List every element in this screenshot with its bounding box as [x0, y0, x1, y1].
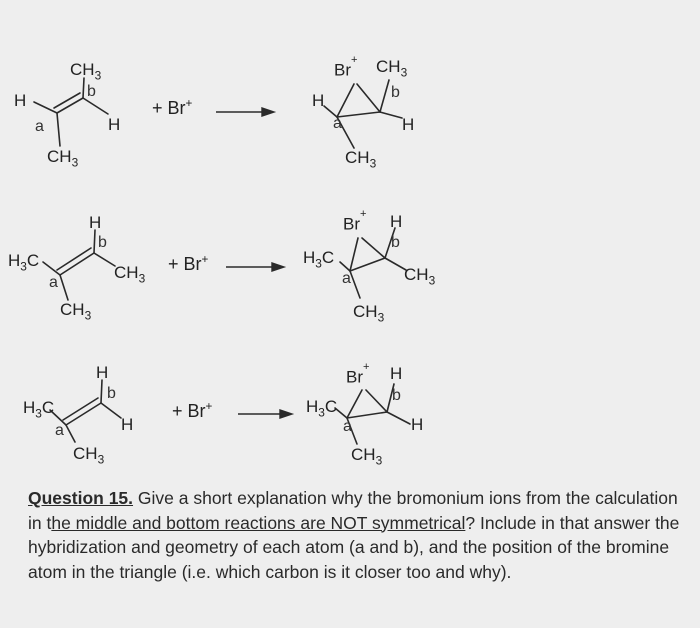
- arrow-3: [238, 410, 292, 418]
- reactant-2-label-b: b: [98, 234, 107, 251]
- arrow-2: [226, 263, 284, 271]
- question-text: [28, 486, 696, 584]
- product-3-label-a: a: [343, 418, 352, 435]
- reactant-2-left-group: $H_3C$: [8, 251, 40, 274]
- reactant-3-right-h: H: [121, 415, 134, 434]
- reactant-1-bonds: [34, 78, 108, 146]
- reactant-1-label-b: b: [87, 83, 96, 100]
- reactant-1-right-h: H: [108, 115, 121, 134]
- reactant-2-label-a: a: [49, 274, 58, 291]
- arrow-1: [216, 108, 274, 116]
- reactant-2-right-group: $CH_3$: [114, 263, 146, 286]
- product-3-left-group: $H_3C$: [306, 397, 338, 420]
- product-2-left-group: $H_3C$: [303, 248, 335, 271]
- reactant-3-left-group: $H_3C$: [23, 398, 55, 421]
- product-2-label-b: b: [391, 234, 400, 251]
- product-1-bottom-group: $CH_3$: [345, 148, 377, 171]
- product-1-label-b: b: [391, 84, 400, 101]
- reactant-3-label-b: b: [107, 385, 116, 402]
- reagent-1: + Br+: [152, 97, 193, 118]
- product-3-label-b: b: [392, 387, 401, 404]
- reactant-1-left-h: H: [14, 91, 27, 110]
- reactant-2-top-h: H: [89, 213, 102, 232]
- product-1-label-a: a: [333, 115, 342, 132]
- reactant-1-label-a: a: [35, 118, 44, 135]
- question-number: Question 15.: [28, 488, 134, 508]
- product-3-br: Br+: [346, 361, 370, 387]
- product-1-top-right-group: $CH_3$: [376, 57, 408, 80]
- reactant-3-top-h: H: [96, 363, 109, 382]
- product-1-left-h: H: [312, 91, 325, 110]
- reactant-1-top-group: $CH_3$: [70, 60, 102, 83]
- reactant-2-bottom-group: $CH_3$: [60, 300, 92, 323]
- reactant-3-label-a: a: [55, 422, 64, 439]
- product-1-right-h: H: [402, 115, 415, 134]
- product-3-bottom-group: $CH_3$: [351, 445, 383, 468]
- product-2-br: Br+: [343, 208, 367, 234]
- product-2-bottom-group: $CH_3$: [353, 302, 385, 325]
- product-2-top-right-h: H: [390, 212, 403, 231]
- reagent-2: + Br+: [168, 253, 209, 274]
- reactant-1-bottom-group: $CH_3$: [47, 147, 79, 170]
- question-part-1: Give a short explanation why the bromonium ions from the calculation in t: [28, 488, 678, 533]
- question-underlined-phrase: he middle and bottom reactions are NOT symmetrical: [51, 512, 466, 533]
- product-3-top-right-h: H: [390, 364, 403, 383]
- reactant-3-bottom-group: $CH_3$: [73, 444, 105, 467]
- reagent-3: + Br+: [172, 400, 213, 421]
- question-part-2: ? Include in that answer the hybridization and geometry of each atom (a and b), and the position of the bromine atom in the triangle (i.e. which carbon is it closer too and why).: [28, 512, 680, 582]
- product-3-right-h: H: [411, 415, 424, 434]
- product-1-br: Br+: [334, 54, 358, 80]
- product-2-right-group: $CH_3$: [404, 265, 436, 288]
- product-2-label-a: a: [342, 270, 351, 287]
